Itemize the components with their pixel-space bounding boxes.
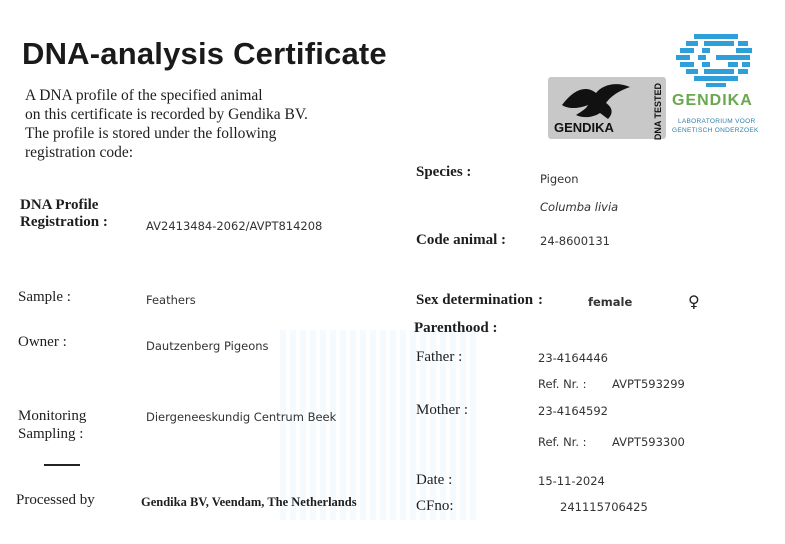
intro-line: The profile is stored under the following	[25, 125, 277, 142]
dna-tested-badge	[548, 77, 666, 139]
pigeon-icon	[556, 79, 636, 123]
registration-label-1: DNA Profile	[20, 197, 99, 213]
father-label: Father :	[416, 349, 463, 365]
code-animal-label: Code animal :	[416, 232, 506, 248]
cfno-value: 241115706425	[560, 500, 648, 514]
sex-colon: :	[538, 292, 543, 308]
owner-value: Dautzenberg Pigeons	[146, 339, 269, 353]
processed-value: Gendika BV, Veendam, The Netherlands	[141, 495, 357, 509]
intro-line: registration code:	[25, 144, 134, 161]
monitoring-label-1: Monitoring	[18, 408, 87, 424]
monitoring-value: Diergeneeskundig Centrum Beek	[146, 410, 337, 424]
sex-value: female	[588, 295, 633, 309]
intro-line: on this certificate is recorded by Gendika BV.	[25, 106, 308, 123]
badge-tested-label: DNA TESTED	[653, 83, 663, 141]
monitoring-label-2: Sampling :	[18, 426, 84, 442]
parenthood-label: Parenthood :	[414, 320, 498, 336]
owner-label: Owner :	[18, 334, 67, 350]
gendika-tagline-1: LABORATORIUM VOOR	[678, 118, 756, 125]
gendika-logo-name: GENDIKA	[672, 92, 753, 109]
date-value: 15-11-2024	[538, 474, 605, 488]
sample-label: Sample :	[18, 289, 71, 305]
date-label: Date :	[416, 472, 453, 488]
father-ref-value: AVPT593299	[612, 377, 685, 391]
sex-determination-label: Sex determination	[416, 292, 534, 308]
gendika-tagline-2: GENETISCH ONDERZOEK	[672, 127, 759, 134]
sample-value: Feathers	[146, 293, 196, 307]
mother-ref-label: Ref. Nr. :	[538, 435, 587, 449]
father-ref-label: Ref. Nr. :	[538, 377, 587, 391]
registration-value: AV2413484-2062/AVPT814208	[146, 219, 323, 233]
mother-value: 23-4164592	[538, 404, 608, 418]
female-symbol-icon: ♀	[688, 292, 700, 311]
divider-dash	[44, 464, 80, 466]
intro-text	[25, 86, 355, 162]
mother-label: Mother :	[416, 402, 469, 418]
registration-label-2: Registration :	[20, 214, 108, 230]
certificate-title: DNA-analysis Certificate	[22, 36, 387, 71]
species-latin: Columba livia	[540, 200, 619, 214]
intro-line: A DNA profile of the specified animal	[25, 87, 263, 104]
code-animal-value: 24-8600131	[540, 234, 610, 248]
gendika-logo-icon	[676, 32, 756, 90]
badge-brand: GENDIKA	[554, 120, 614, 135]
species-common: Pigeon	[540, 172, 579, 186]
father-value: 23-4164446	[538, 351, 608, 365]
processed-label: Processed by	[16, 492, 95, 508]
cfno-label: CFno:	[416, 498, 454, 514]
mother-ref-value: AVPT593300	[612, 435, 685, 449]
species-label: Species :	[416, 164, 472, 180]
